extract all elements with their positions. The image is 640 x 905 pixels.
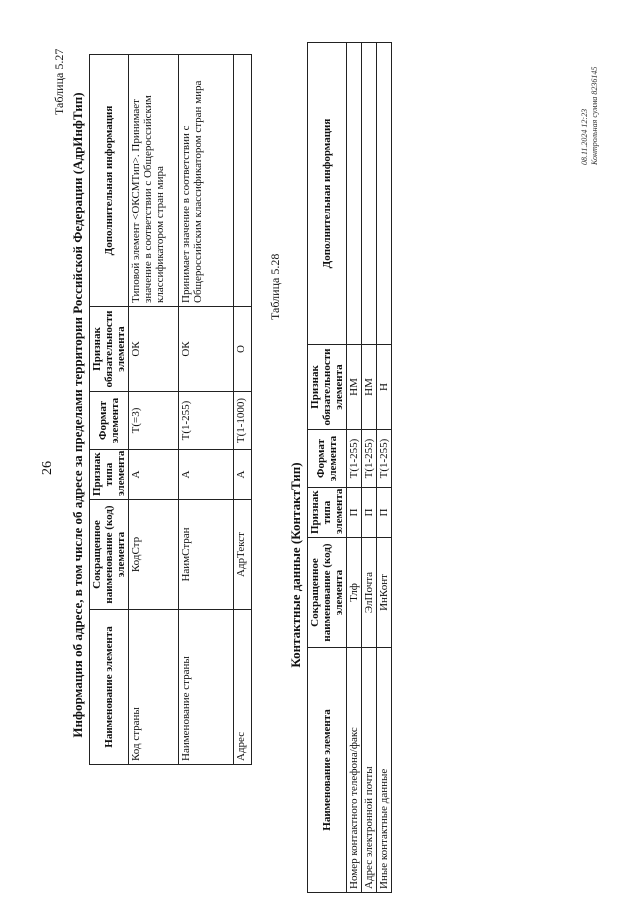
table-cell <box>234 55 252 307</box>
contact-data-table <box>307 42 392 893</box>
header-cell: Признак типа элемента <box>308 488 347 538</box>
table-header-row <box>90 55 129 765</box>
table-cell: КодСтр <box>129 500 179 610</box>
table-cell: Код страны <box>129 610 179 765</box>
table-cell: T(1-255) <box>362 430 377 488</box>
header-cell: Сокращенное наименование (код) элемента <box>90 500 129 610</box>
table-header-row <box>308 43 347 893</box>
table-cell <box>377 43 392 345</box>
table-row <box>129 55 179 765</box>
table-cell: Адрес электронной почты <box>362 648 377 893</box>
header-cell: Признак обязательности элемента <box>308 345 347 430</box>
table-cell: Н <box>377 345 392 430</box>
table-cell: Тлф <box>347 538 362 648</box>
header-cell: Формат элемента <box>308 430 347 488</box>
table-cell: Адрес <box>234 610 252 765</box>
table-cell <box>362 43 377 345</box>
table-row <box>362 43 377 893</box>
table-cell: T(1-255) <box>347 430 362 488</box>
table-row <box>377 43 392 893</box>
header-cell: Сокращенное наименование (код) элемента <box>308 538 347 648</box>
table-cell: Наименование страны <box>179 610 234 765</box>
table-cell: ОК <box>129 307 179 392</box>
table-cell: Типовой элемент <ОКСМТип>. Принимает значение в соответствии с Общероссийским классификатором стран мира <box>129 55 179 307</box>
header-cell: Наименование элемента <box>90 610 129 765</box>
table-row <box>179 55 234 765</box>
table-cell: Номер контактного телефона/факс <box>347 648 362 893</box>
table-cell: T(=3) <box>129 392 179 450</box>
header-cell: Признак обязательности элемента <box>90 307 129 392</box>
table-cell <box>347 43 362 345</box>
table-cell: А <box>129 450 179 500</box>
address-info-table <box>89 54 252 765</box>
table-title: Информация об адресе, в том числе об адресе за пределами территории Российской Федерации (АдрИнфТип) <box>70 92 85 738</box>
footnote-checksum: Контрольная сумма 8236145 <box>590 66 599 165</box>
header-cell: Дополнительная информация <box>90 55 129 307</box>
table-caption: Таблица 5.27 <box>52 48 66 115</box>
table-cell: НМ <box>347 345 362 430</box>
table-cell: О <box>234 307 252 392</box>
table-cell: T(1-255) <box>179 392 234 450</box>
table-cell: Иные контактные данные <box>377 648 392 893</box>
footnote <box>580 67 600 165</box>
table-cell: ОК <box>179 307 234 392</box>
table-cell: А <box>179 450 234 500</box>
page-number: 26 <box>40 461 55 475</box>
table-cell: АдрТекст <box>234 500 252 610</box>
table-row <box>347 43 362 893</box>
table-cell: T(1-1000) <box>234 392 252 450</box>
header-cell: Формат элемента <box>90 392 129 450</box>
table-cell: П <box>347 488 362 538</box>
table-cell: НМ <box>362 345 377 430</box>
table-caption: Таблица 5.28 <box>268 253 282 320</box>
table-cell: П <box>362 488 377 538</box>
table-cell: П <box>377 488 392 538</box>
table-cell: А <box>234 450 252 500</box>
table-row <box>234 55 252 765</box>
header-cell: Признак типа элемента <box>90 450 129 500</box>
table-cell: НаимСтран <box>179 500 234 610</box>
footnote-date: 08.11.2024 12:23 <box>580 108 589 165</box>
table-cell: ЭлПочта <box>362 538 377 648</box>
header-cell: Дополнительная информация <box>308 43 347 345</box>
table-cell: T(1-255) <box>377 430 392 488</box>
table-title: Контактные данные (КонтактТип) <box>288 462 303 668</box>
table-cell: Принимает значение в соответствии с Общероссийским классификатором стран мира <box>179 55 234 307</box>
table-cell: ИнКонт <box>377 538 392 648</box>
header-cell: Наименование элемента <box>308 648 347 893</box>
